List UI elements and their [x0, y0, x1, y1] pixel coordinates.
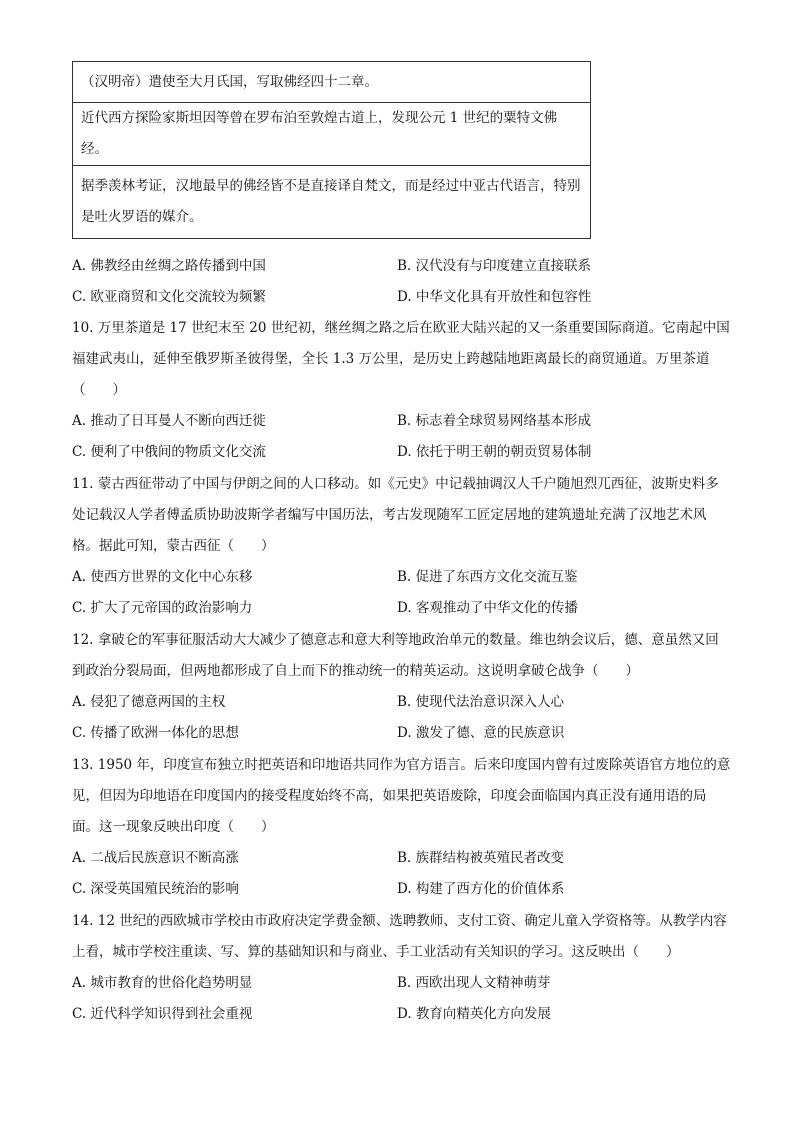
q13-option-b[interactable]: B. 族群结构被英殖民者改变: [397, 850, 565, 866]
q10-options-row-2: [72, 437, 732, 468]
q10-options-row-1: [72, 406, 732, 437]
q13-option-a[interactable]: A. 二战后民族意识不断高涨: [72, 850, 239, 866]
q10-option-b[interactable]: B. 标志着全球贸易网络基本形成: [397, 413, 592, 429]
source-row: [73, 166, 591, 239]
q14-option-c[interactable]: C. 近代科学知识得到社会重视: [72, 1006, 253, 1022]
q9-option-a[interactable]: A. 佛教经由丝绸之路传播到中国: [72, 258, 266, 274]
q12-option-a[interactable]: A. 侵犯了德意两国的主权: [72, 694, 226, 710]
q9-options-row-2: [72, 282, 732, 313]
q10-option-c[interactable]: C. 便利了中俄间的物质文化交流: [72, 444, 266, 460]
q10-option-d[interactable]: D. 依托于明王朝的朝贡贸易体制: [397, 444, 592, 460]
q14-options-row-1: [72, 968, 732, 999]
q9-option-c[interactable]: C. 欧亚商贸和文化交流较为频繁: [72, 289, 266, 305]
q11-option-b[interactable]: B. 促进了东西方文化交流互鉴: [397, 569, 578, 585]
source-cell-3: 据季羡林考证，汉地最早的佛经皆不是直接译自梵文，而是经过中亚古代语言，特别是吐火罗语的媒介。: [73, 166, 591, 239]
q14-stem: 14. 12 世纪的西欧城市学校由市政府决定学费金额、选聘教师、支付工资、确定儿童入学资格等。从教学内容上看，城市学校注重读、写、算的基础知识和与商业、手工业活动有关知识的学习。这反映出（ ）: [72, 913, 727, 960]
q11-option-c[interactable]: C. 扩大了元帝国的政治影响力: [72, 600, 253, 616]
q10-stem: 10. 万里茶道是 17 世纪末至 20 世纪初，继丝绸之路之后在欧亚大陆兴起的又一条重要国际商道。它南起中国福建武夷山，延伸至俄罗斯圣彼得堡，全长 1.3 万公里，是历史上跨越陆地距离最长的商贸通道。万里茶道（ ）: [72, 320, 730, 398]
q12-option-d[interactable]: D. 激发了德、意的民族意识: [397, 725, 565, 741]
source-row: [73, 62, 591, 103]
q11-option-a[interactable]: A. 使西方世界的文化中心东移: [72, 569, 253, 585]
q12-option-c[interactable]: C. 传播了欧洲一体化的思想: [72, 725, 239, 741]
q13-option-c[interactable]: C. 深受英国殖民统治的影响: [72, 881, 239, 897]
q9-option-d[interactable]: D. 中华文化具有开放性和包容性: [397, 289, 592, 305]
q12-options-row-2: [72, 718, 732, 749]
q11-stem: 11. 蒙古西征带动了中国与伊朗之间的人口移动。如《元史》中记载抽调汉人千户随旭烈兀西征，波斯史料多处记载汉人学者傅孟质协助波斯学者编写中国历法，考古发现随军工匠定居地的建筑遗址充满了汉地艺术风格。据此可知，蒙古西征（ ）: [72, 476, 719, 554]
q12-options-row-1: [72, 687, 732, 718]
q9-options-row-1: [72, 251, 732, 282]
q11-options-row-1: [72, 562, 732, 593]
source-cell-1: （汉明帝）遣使至大月氏国，写取佛经四十二章。: [73, 62, 591, 103]
q13-options-row-1: [72, 843, 732, 874]
source-row: [73, 103, 591, 166]
source-table: [72, 61, 591, 239]
q13-stem: 13. 1950 年，印度宣布独立时把英语和印地语共同作为官方语言。后来印度国内曾有过废除英语官方地位的意见，但因为印地语在印度国内的接受程度始终不高，如果把英语废除，印度会面临国内真正没有通用语的局面。这一现象反映出印度（ ）: [72, 757, 731, 835]
q13-option-d[interactable]: D. 构建了西方化的价值体系: [397, 881, 565, 897]
q13-options-row-2: [72, 874, 732, 905]
q12-option-b[interactable]: B. 使现代法治意识深入人心: [397, 694, 565, 710]
q11-option-d[interactable]: D. 客观推动了中华文化的传播: [397, 600, 578, 616]
q14-options-row-2: [72, 999, 732, 1030]
q12-stem: 12. 拿破仑的军事征服活动大大减少了德意志和意大利等地政治单元的数量。维也纳会议后，德、意虽然又回到政治分裂局面，但两地都形成了自上而下的推动统一的精英运动。这说明拿破仑战争（ ）: [72, 632, 719, 679]
q10-option-a[interactable]: A. 推动了日耳曼人不断向西迁徙: [72, 413, 266, 429]
q14-option-d[interactable]: D. 教育向精英化方向发展: [397, 1006, 551, 1022]
q14-option-a[interactable]: A. 城市教育的世俗化趋势明显: [72, 975, 253, 991]
source-cell-2: 近代西方探险家斯坦因等曾在罗布泊至敦煌古道上，发现公元 1 世纪的粟特文佛经。: [73, 103, 591, 166]
q9-option-b[interactable]: B. 汉代没有与印度建立直接联系: [397, 258, 592, 274]
q11-options-row-2: [72, 593, 732, 624]
q14-option-b[interactable]: B. 西欧出现人文精神萌芽: [397, 975, 551, 991]
